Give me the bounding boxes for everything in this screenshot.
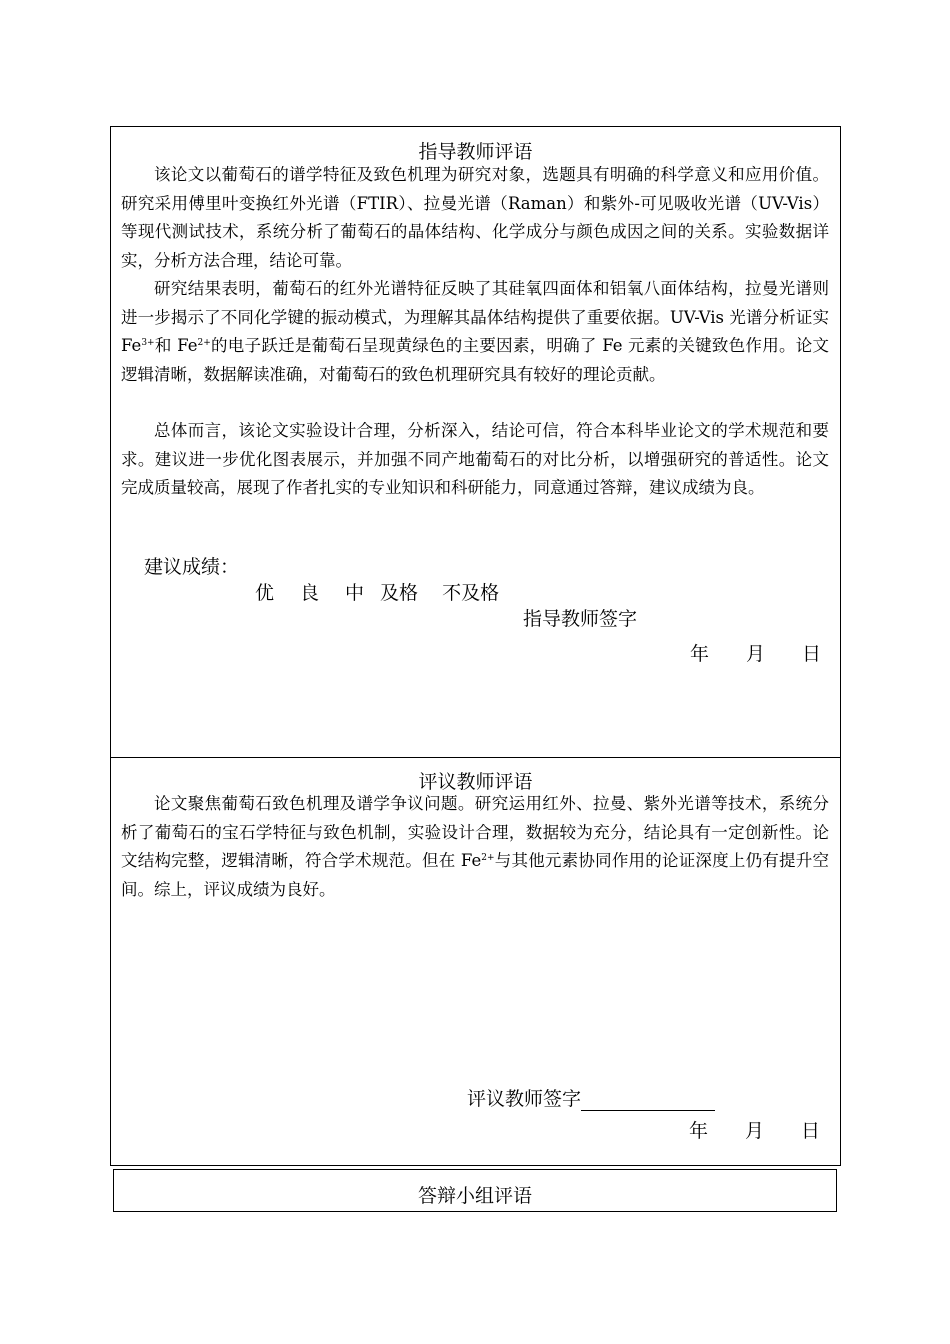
grade-option-good[interactable]: 良	[300, 582, 320, 604]
date-day: 日	[802, 643, 822, 665]
date-day: 日	[801, 1120, 821, 1142]
advisor-paragraph-3: 总体而言，该论文实验设计合理，分析深入，结论可信，符合本科毕业论文的学术规范和要求。建议进一步优化图表展示，并加强不同产地葡萄石的对比分析，以增强研究的普适性。论文完成质量较高，展现了作者扎实的专业知识和科研能力，同意通过答辩，建议成绩为良。	[121, 421, 829, 497]
advisor-paragraph-2: 研究结果表明，葡萄石的红外光谱特征反映了其硅氧四面体和铝氧八面体结构，拉曼光谱则进一步揭示了不同化学键的振动模式，为理解其晶体结构提供了重要依据。UV-Vis 光谱分析证实 $Fe^{3+}$和 $Fe^{2+}$的电子跃迁是葡萄石呈现黄绿色的主要因素，明确了 Fe 元素的关键致色作用。论文逻辑清晰，数据解读准确，对葡萄石的致色机理研究具有较好的理论贡献。	[121, 279, 829, 384]
reviewer-section-title: 评议教师评语	[418, 771, 533, 793]
date-month: 月	[746, 643, 766, 665]
advisor-section-title: 指导教师评语	[418, 141, 533, 163]
advisor-date	[690, 639, 821, 666]
grade-options	[255, 578, 499, 605]
date-year: 年	[689, 1120, 709, 1142]
date-year: 年	[690, 643, 710, 665]
advisor-paragraph-1: 该论文以葡萄石的谱学特征及致色机理为研究对象，选题具有明确的科学意义和应用价值。研究采用傅里叶变换红外光谱（FTIR）、拉曼光谱（Raman）和紫外-可见吸收光谱（UV-Vis）等现代测试技术，系统分析了葡萄石的晶体结构、化学成分与颜色成因之间的关系。实验数据详实，分析方法合理，结论可靠。	[121, 165, 829, 270]
defense-comment-section	[113, 1169, 837, 1212]
grade-option-medium[interactable]: 中	[345, 582, 365, 604]
reviewer-date	[689, 1116, 820, 1143]
grade-option-fail[interactable]: 不及格	[442, 582, 500, 604]
grade-option-excellent[interactable]: 优	[255, 582, 275, 604]
reviewer-comment-section	[110, 757, 841, 1166]
reviewer-signature-line[interactable]	[581, 1091, 715, 1111]
grade-option-pass[interactable]: 及格	[380, 582, 419, 604]
suggested-grade-label: 建议成绩：	[144, 556, 240, 578]
reviewer-paragraph-1: 论文聚焦葡萄石致色机理及谱学争议问题。研究运用红外、拉曼、紫外光谱等技术，系统分析了葡萄石的宝石学特征与致色机制，实验设计合理，数据较为充分，结论具有一定创新性。论文结构完整，逻辑清晰，符合学术规范。但在 $Fe^{2+}$与其他元素协同作用的论证深度上仍有提升空间。综上，评议成绩为良好。	[121, 794, 829, 899]
advisor-comment-section	[110, 126, 841, 758]
reviewer-signature	[467, 1084, 715, 1111]
advisor-signature-label: 指导教师签字	[523, 608, 638, 630]
reviewer-signature-label: 评议教师签字	[467, 1088, 582, 1110]
defense-section-title: 答辩小组评语	[417, 1185, 532, 1207]
date-month: 月	[745, 1120, 765, 1142]
